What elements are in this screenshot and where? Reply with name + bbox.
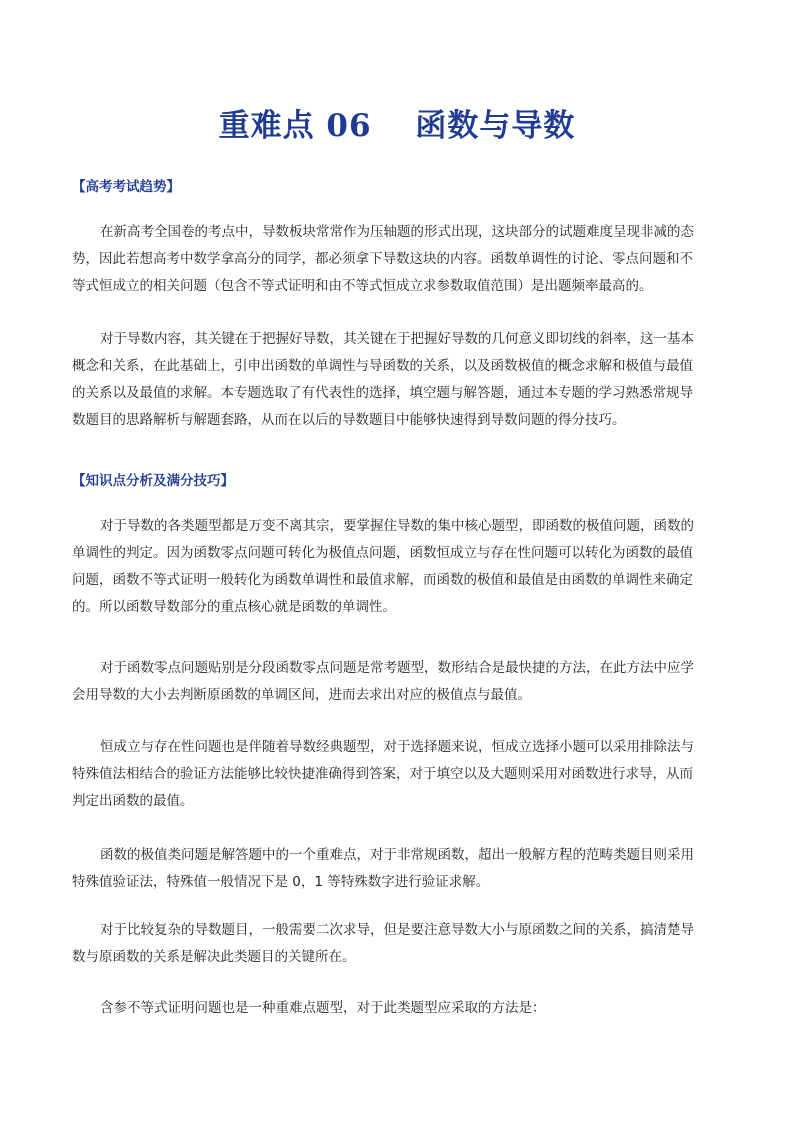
paragraph-line: 概念和关系，在此基础上，引申出函数的单调性与导函数的关系，以及函数极值的概念求解和极值与最值 — [72, 358, 693, 374]
paragraph-line: 的。所以函数导数部分的重点核心就是函数的单调性。 — [72, 599, 396, 615]
paragraph — [72, 917, 724, 971]
paragraph-line: 势，因此若想高考中数学拿高分的同学，都必须拿下导数这块的内容。函数单调性的讨论、零点问题和不 — [72, 251, 693, 267]
paragraph-line: 特殊值法相结合的验证方法能够比较快捷准确得到答案，对于填空以及大题则采用对函数进行求导，从而 — [72, 766, 693, 782]
paragraph-line: 判定出函数的最值。 — [72, 793, 194, 809]
paragraph-line: 问题，函数不等式证明一般转化为函数单调性和最值求解，而函数的极值和最值是由函数的单调性来确定 — [72, 572, 693, 588]
paragraph — [72, 655, 724, 709]
paragraph-line: 恒成立与存在性问题也是伴随着导数经典题型，对于选择题来说，恒成立选择小题可以采用排除法与 — [100, 739, 694, 755]
section-heading-knowledge-analysis: 【知识点分析及满分技巧】 — [72, 473, 234, 489]
paragraph — [72, 995, 724, 1022]
paragraph-line: 的关系以及最值的求解。本专题选取了有代表性的选择，填空题与解答题，通过本专题的学习熟悉常规导 — [72, 385, 693, 401]
paragraph-line: 含参不等式证明问题也是一种重难点题型，对于此类题型应采取的方法是： — [100, 1000, 546, 1016]
paragraph-line: 对于比较复杂的导数题目，一般需要二次求导，但是要注意导数大小与原函数之间的关系，搞清楚导 — [100, 922, 694, 938]
paragraph-line: 数题目的思路解析与解题套路，从而在以后的导数题目中能够快速得到导数问题的得分技巧。 — [72, 412, 626, 428]
section-heading-exam-trend: 【高考考试趋势】 — [72, 179, 180, 195]
paragraph-line: 单调性的判定。因为函数零点问题可转化为极值点问题，函数恒成立与存在性问题可以转化为函数的最值 — [72, 545, 693, 561]
paragraph-line: 对于导数的各类题型都是万变不离其宗，要掌握住导数的集中核心题型，即函数的极值问题，函数的 — [100, 518, 694, 534]
paragraph — [72, 326, 724, 434]
paragraph-line: 对于函数零点问题贴别是分段函数零点问题是常考题型，数形结合是最快捷的方法，在此方法中应学 — [100, 660, 694, 676]
paragraph-line: 在新高考全国卷的考点中，导数板块常常作为压轴题的形式出现，这块部分的试题难度呈现非减的态 — [100, 224, 694, 240]
paragraph-line: 特殊值验证法，特殊值一般情况下是 0，1 等特殊数字进行验证求解。 — [72, 874, 490, 890]
page-title: 重难点 06 函数与导数 — [218, 108, 576, 144]
paragraph-line: 等式恒成立的相关问题（包含不等式证明和由不等式恒成立求参数取值范围）是出题频率最高的。 — [72, 278, 653, 294]
paragraph — [72, 513, 724, 621]
paragraph-line: 函数的极值类问题是解答题中的一个重难点，对于非常规函数，超出一般解方程的范畴类题目则采用 — [100, 847, 694, 863]
paragraph-line: 对于导数内容，其关键在于把握好导数，其关键在于把握好导数的几何意义即切线的斜率，这一基本 — [100, 331, 694, 347]
paragraph-line: 会用导数的大小去判断原函数的单调区间，进而去求出对应的极值点与最值。 — [72, 687, 531, 703]
paragraph — [72, 734, 724, 815]
paragraph — [72, 219, 724, 300]
paragraph-line: 数与原函数的关系是解决此类题目的关键所在。 — [72, 949, 356, 965]
paragraph — [72, 842, 724, 896]
